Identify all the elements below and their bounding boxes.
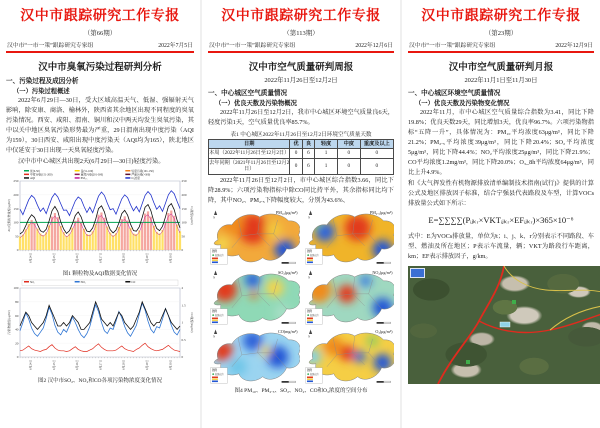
masthead-title: 汉中市跟踪研究工作专报 (20, 7, 180, 23)
north-arrow-icon (214, 270, 217, 274)
svg-text:0: 0 (181, 248, 184, 253)
svg-text:监测点位: 监测点位 (214, 314, 224, 317)
svg-text:150: 150 (181, 207, 187, 212)
red-rule (6, 51, 194, 53)
pollutant-map-panel (303, 208, 395, 266)
svg-text:50: 50 (15, 234, 19, 239)
pollutant-spatial-maps (208, 208, 394, 385)
svg-text:100: 100 (181, 220, 187, 225)
aqi-ozone-chart (6, 168, 194, 268)
svg-text:6月27日: 6月27日 (98, 359, 103, 371)
pollutant-map-panel (303, 327, 395, 385)
svg-text:O₃(μg/m³): O₃(μg/m³) (374, 329, 393, 335)
svg-text:6月28日: 6月28日 (121, 252, 126, 264)
svg-text:0: 0 (16, 248, 19, 253)
svg-text:图例: 图例 (211, 309, 218, 313)
doc-subtitle: 2022年11月26日至12月2日 (264, 76, 338, 84)
svg-text:CO(mg/m³): CO(mg/m³) (278, 329, 298, 335)
cell: 1 (315, 158, 338, 174)
col-excellent: 优 (290, 139, 302, 149)
svg-text:200: 200 (181, 193, 187, 198)
svg-text:监测点位: 监测点位 (309, 255, 319, 258)
north-arrow-icon (308, 330, 311, 334)
svg-text:O₃浓度: O₃浓度 (131, 177, 140, 181)
svg-text:100: 100 (13, 286, 19, 291)
satellite-road-map (408, 266, 600, 384)
svg-text:监测点位: 监测点位 (309, 374, 319, 377)
svg-text:N: N (212, 215, 216, 220)
svg-text:6月26日: 6月26日 (75, 359, 80, 371)
col-severe: 重度及以上 (360, 139, 393, 149)
paragraph: 2022年11月，市中心城区空气质量综合指数为3.41，同比下降19.8%；优良天数29天，同比增加3天，优良率96.7%。六项污染物指标“五降一升”，具体情况为：PM₁₀平均浓度63μg/m³，同比下降21.2%；PM₂.₅平均浓度39μg/m³，同比下降20.4%；SO₂平均浓度5μg/m³，同比下降44.4%；NO₂平均浓度25μg/m³，同比下降21.9%；CO平均浓度1.2mg/m³，同比下降20.0%；O₃_8h平均浓度64μg/m³，同比上升4.9%。 (408, 108, 594, 177)
doc-title: 汉中市空气质量研判周报 (248, 62, 354, 73)
figure4-caption: 图4 PM₁₀、PM₂.₅、SO₂、NO₂、CO和O₃浓度的空间分布 (234, 388, 368, 395)
svg-text:图例: 图例 (306, 309, 312, 313)
svg-text:CO浓度(mg/m³): CO浓度(mg/m³) (190, 312, 194, 333)
page-report-113 (200, 0, 400, 428)
paragraph: 式中：E为VOCs排放量，单位为t；i、j、k、r分别表示不同路段、车型、燃油及所在地区；P表示车流量，辆；VKT为路段行车距离，km；EF表示排放因子，g/km。 (408, 233, 594, 261)
svg-text:6月25日: 6月25日 (51, 252, 56, 264)
svg-text:良(51-100): 良(51-100) (80, 170, 94, 174)
svg-text:20: 20 (15, 341, 19, 346)
org-name: 汉中市“一市一策”跟踪研究专家组 (209, 43, 296, 49)
org-date-line (6, 40, 194, 49)
north-arrow-icon (308, 211, 311, 215)
svg-text:图例: 图例 (211, 369, 218, 373)
paragraph: 2022年6月29日—30日，受大区域高温天气、低湿、强辐射天气影响，除安康、商洛、榆林外，陕西省其余地区出现不同程度的臭氧污染情况。西安、咸阳、渭南、铜川和汉中两天均发生臭氧污染，其中以关中地区臭氧污染形势最为严重，29日渭南出现中度污染（AQI为159），30日西安、咸阳出现中度污染天（AQI均为165），陕北地区中仅延安于30日出现一天臭氧轻度污染。 (6, 96, 194, 155)
table-row (209, 149, 394, 159)
col-date: 日期 (209, 139, 290, 149)
svg-text:PM₂.₅: PM₂.₅ (80, 177, 88, 181)
col-light: 轻度 (315, 139, 338, 149)
road-overlay (408, 266, 600, 384)
svg-text:2: 2 (181, 286, 184, 291)
issue-number: （第66期） (83, 30, 117, 37)
org-name: 汉中市“一市一策”跟踪研究专家组 (409, 43, 496, 49)
red-rule (208, 51, 394, 53)
svg-text:1.5: 1.5 (181, 303, 186, 308)
doc-title: 汉中市臭氧污染过程研判分析 (38, 62, 162, 73)
figure1-caption: 图1 颗粒物及AQI数据变化情况 (62, 271, 138, 278)
cell: 0 (360, 149, 393, 159)
svg-text:6月29日: 6月29日 (145, 359, 149, 371)
svg-text:CO: CO (131, 281, 136, 285)
map-控件-icon (410, 268, 425, 278)
subsection-heading: （一）优良天数及污染物概况 (215, 99, 297, 107)
pollutant-map-panel (208, 268, 300, 326)
issue-number: （第23期） (484, 30, 518, 37)
section-heading: 一、中心城区空气质量情况 (208, 89, 288, 97)
section-heading: 一、污染过程及成因分析 (6, 77, 79, 85)
svg-text:中度污染(151-200): 中度污染(151-200) (30, 173, 53, 177)
north-arrow-icon (214, 330, 217, 334)
svg-text:AQI: AQI (30, 177, 35, 181)
air-quality-days-table (208, 139, 394, 175)
svg-text:200: 200 (13, 193, 19, 198)
cell: 0 (337, 149, 360, 159)
svg-text:6月24日: 6月24日 (28, 252, 33, 264)
issue-number: （第113期） (283, 30, 319, 37)
svg-text:60: 60 (15, 314, 19, 319)
svg-text:AQI及颗粒物浓度(μg/m³): AQI及颗粒物浓度(μg/m³) (7, 199, 11, 232)
red-rule (408, 51, 594, 53)
map-label-patch (500, 322, 510, 327)
svg-text:0: 0 (16, 355, 19, 360)
svg-text:250: 250 (181, 179, 187, 184)
svg-text:1: 1 (181, 320, 184, 325)
paragraph: 汉中市中心城区共出现2天(6月29日—30日)轻度污染。 (18, 158, 165, 166)
svg-text:0: 0 (181, 355, 184, 360)
doc-title: 汉中市空气质量研判月报 (448, 62, 554, 73)
cell: 0 (360, 158, 393, 174)
section-heading: 一、中心城区环境空气质量情况 (408, 89, 501, 97)
svg-text:轻度污染(101-150): 轻度污染(101-150) (131, 170, 154, 174)
svg-text:250: 250 (13, 179, 19, 184)
svg-text:图例: 图例 (306, 369, 312, 373)
svg-text:污染物浓度(μg/m³): 污染物浓度(μg/m³) (7, 310, 11, 335)
svg-text:N: N (307, 275, 310, 280)
svg-text:6月27日: 6月27日 (98, 252, 103, 264)
north-arrow-icon (308, 270, 311, 274)
svg-text:重度污染(201-300): 重度污染(201-300) (80, 173, 104, 177)
svg-text:100: 100 (13, 220, 19, 225)
so2-no2-co-chart (6, 279, 194, 375)
report-date: 2022年7月5日 (158, 43, 193, 49)
table-row (209, 158, 394, 174)
pollutant-map-panel (208, 208, 300, 266)
svg-text:6月30日: 6月30日 (168, 359, 173, 371)
svg-text:N: N (212, 275, 216, 280)
svg-text:N: N (212, 334, 216, 339)
cell: 6 (302, 158, 314, 174)
svg-text:监测点位: 监测点位 (214, 374, 224, 377)
col-moderate: 中度 (337, 139, 360, 149)
svg-text:6月26日: 6月26日 (75, 252, 80, 264)
svg-text:图例: 图例 (211, 250, 218, 254)
paragraph: 和《大气挥发性有机物源排放清单编制技术指南(试行)》提供的计算公式及地区排放因子标准，结合宁强县代表路段及车型，计算VOCs排放量公式如下所示： (408, 180, 594, 208)
svg-text:6月24日: 6月24日 (28, 359, 33, 371)
svg-text:N: N (307, 334, 310, 339)
svg-text:NO₂(μg/m³): NO₂(μg/m³) (371, 269, 393, 275)
svg-text:O₃浓度(μg/m³): O₃浓度(μg/m³) (190, 206, 194, 225)
svg-text:优(0-50): 优(0-50) (30, 170, 40, 174)
cell: 本周（2022年11月26日至12月2日） (209, 150, 290, 157)
svg-text:PM₂.₅(μg/m³): PM₂.₅(μg/m³) (369, 210, 393, 216)
col-good: 良 (302, 139, 314, 149)
report-date: 2022年12月6日 (355, 43, 393, 49)
map-marker-green (512, 300, 516, 304)
svg-text:6月25日: 6月25日 (51, 359, 56, 371)
paragraph: 2022年11月26日至12月2日，市中心城区综合指数3.66，同比下降28.9%；六项污染物指标中除CO同比持平外，其余指标同比均下降，其中NO₂、PM₂.₅下降幅度较大，分别为43.6%、 (208, 176, 394, 205)
paragraph: 2022年11月26日至12月2日，我市中心城区环境空气质量良6天，轻度污染1天，空气质量优良率85.7%。 (208, 108, 394, 126)
svg-text:6月29日: 6月29日 (145, 252, 149, 264)
svg-text:图例: 图例 (306, 250, 312, 254)
svg-text:SO₂: SO₂ (30, 281, 35, 285)
table1-caption: 表1 中心城区2022年11月26日至12月2日环境空气质量天数 (230, 131, 372, 138)
cell: 6 (302, 149, 314, 159)
svg-text:40: 40 (15, 327, 19, 332)
doc-subtitle: 2022年11月1日至11月30日 (464, 76, 538, 84)
voc-emission-formula: E=∑∑∑∑(Pᵢⱼₖᵣ×VKTᵢⱼₖᵣ×EFᵢⱼₖᵣ)×365×10⁻⁶ (428, 215, 574, 226)
cell: 0 (290, 158, 302, 174)
svg-text:PM₁₀(μg/m³): PM₁₀(μg/m³) (275, 210, 298, 216)
org-date-line (208, 40, 394, 49)
svg-text:0.5: 0.5 (181, 338, 186, 343)
svg-text:150: 150 (13, 207, 19, 212)
svg-text:N: N (307, 215, 310, 220)
pollutant-map-panel (303, 268, 395, 326)
figure2-caption: 图2 汉中市SO₂、NO₂和CO各项污染物浓度变化情况 (37, 378, 163, 385)
svg-text:监测点位: 监测点位 (214, 255, 224, 258)
map-marker-green (466, 360, 470, 364)
svg-text:严重污染(>300): 严重污染(>300) (131, 173, 151, 177)
cell: 1 (315, 149, 338, 159)
svg-text:50: 50 (181, 234, 185, 239)
subsection-heading: （一）优良天数及污染物变化情况 (415, 99, 510, 107)
page-report-23 (400, 0, 600, 428)
svg-text:监测点位: 监测点位 (309, 314, 319, 317)
report-date: 2022年12月9日 (555, 43, 593, 49)
masthead-title: 汉中市跟踪研究工作专报 (421, 7, 581, 23)
svg-text:80: 80 (15, 300, 19, 305)
svg-text:SO₂(μg/m³): SO₂(μg/m³) (278, 269, 298, 275)
cell: 0 (337, 158, 360, 174)
north-arrow-icon (214, 211, 217, 215)
subsection-heading: （一）污染过程概述 (13, 87, 70, 95)
table-header-row (209, 139, 394, 149)
svg-text:NO₂: NO₂ (80, 281, 86, 285)
org-name: 汉中市“一市一策”跟踪研究专家组 (7, 43, 94, 49)
svg-text:6月28日: 6月28日 (121, 359, 126, 371)
cell: 0 (290, 149, 302, 159)
masthead-title: 汉中市跟踪研究工作专报 (221, 7, 381, 23)
svg-text:6月30日: 6月30日 (168, 252, 173, 264)
org-date-line (408, 40, 594, 49)
page-report-66 (0, 0, 200, 428)
cell: 去年同期（2021年11月26日至12月2日） (209, 159, 290, 173)
pollutant-map-panel (208, 327, 300, 385)
